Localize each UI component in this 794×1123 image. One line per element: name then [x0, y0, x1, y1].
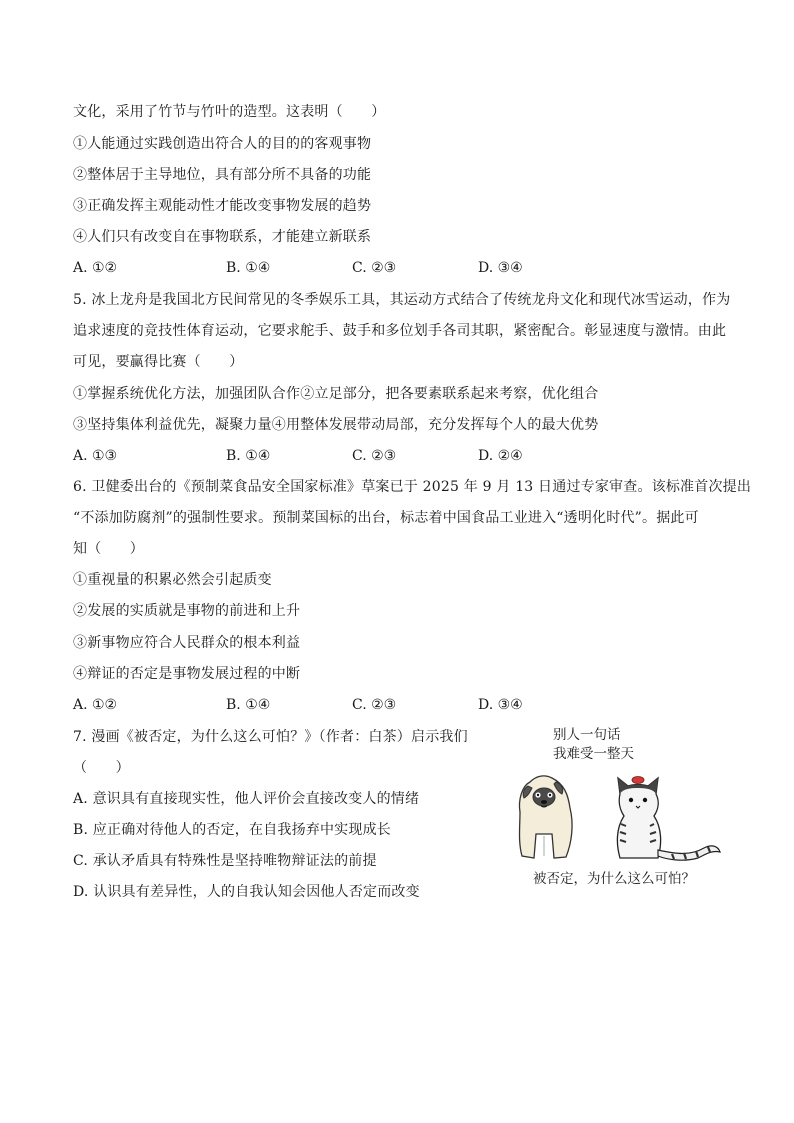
q4-statement-1: ①人能通过实践创造出符合人的目的的客观事物 — [73, 136, 372, 152]
q6-statement-2: ②发展的实质就是事物的前进和上升 — [73, 603, 301, 619]
q7-option-a[interactable]: A. 意识具有直接现实性，他人评价会直接改变人的情绪 — [73, 791, 420, 807]
q5-statement-1: ①掌握系统优化方法，加强团队合作②立足部分，把各要素联系起来考察，优化组合 — [73, 386, 599, 402]
q7-stem-line-1: 7. 漫画《被否定，为什么这么可怕？》（作者：白茶）启示我们 — [73, 729, 468, 745]
q5-option-c[interactable]: C. ②③ — [352, 448, 397, 464]
comic-caption: 被否定，为什么这么可怕？ — [533, 871, 695, 887]
q7-option-c[interactable]: C. 承认矛盾具有特殊性是坚持唯物辩证法的前提 — [73, 853, 377, 869]
q4-option-d[interactable]: D. ③④ — [478, 260, 523, 276]
q6-option-c[interactable]: C. ②③ — [352, 697, 397, 713]
q6-option-a[interactable]: A. ①② — [73, 697, 118, 713]
q4-statement-2: ②整体居于主导地位，具有部分所不具备的功能 — [73, 167, 372, 183]
q6-statement-1: ①重视量的积累必然会引起质变 — [73, 572, 272, 588]
q7-stem-line-2: （ ） — [73, 760, 130, 776]
comic-speech-line-1: 别人一句话 — [553, 727, 621, 743]
q5-stem-line-1: 5. 冰上龙舟是我国北方民间常见的冬季娱乐工具，其运动方式结合了传统龙舟文化和现代冰雪运动，作为 — [73, 292, 731, 308]
q7-option-b[interactable]: B. 应正确对待他人的否定，在自我扬弃中实现成长 — [73, 822, 391, 838]
q7-option-d[interactable]: D. 认识具有差异性，人的自我认知会因他人否定而改变 — [73, 884, 420, 900]
q6-statement-3: ③新事物应符合人民群众的根本利益 — [73, 635, 301, 651]
q5-stem-line-2: 追求速度的竞技性体育运动，它要求舵手、鼓手和多位划手各司其职，紧密配合。彰显速度与激情。由此 — [73, 323, 727, 339]
q4-statement-3: ③正确发挥主观能动性才能改变事物发展的趋势 — [73, 198, 372, 214]
q6-option-d[interactable]: D. ③④ — [478, 697, 523, 713]
q6-option-b[interactable]: B. ①④ — [226, 697, 271, 713]
q5-option-a[interactable]: A. ①③ — [73, 448, 118, 464]
q4-statement-4: ④人们只有改变自在事物联系，才能建立新联系 — [73, 229, 372, 245]
cat-illustration — [617, 777, 720, 861]
q5-stem-line-3: 可见，要赢得比赛（ ） — [73, 354, 244, 370]
q6-stem-line-3: 知（ ） — [73, 541, 144, 557]
q4-option-a[interactable]: A. ①② — [73, 260, 118, 276]
q5-option-b[interactable]: B. ①④ — [226, 448, 271, 464]
q4-stem-tail: 文化，采用了竹节与竹叶的造型。这表明（ ） — [73, 104, 386, 120]
q6-stem-line-1: 6. 卫健委出台的《预制菜食品安全国家标准》草案已于 2025 年 9 月 13 日通过专家审查。该标准首次提出 — [73, 479, 752, 495]
pug-dog-illustration — [519, 776, 572, 858]
comic-speech-line-2: 我难受一整天 — [553, 746, 634, 762]
q6-statement-4: ④辩证的否定是事物发展过程的中断 — [73, 666, 301, 682]
q4-option-b[interactable]: B. ①④ — [226, 260, 271, 276]
q4-option-c[interactable]: C. ②③ — [352, 260, 397, 276]
q5-statement-2: ③坚持集体利益优先，凝聚力量④用整体发展带动局部，充分发挥每个人的最大优势 — [73, 417, 599, 433]
q5-option-d[interactable]: D. ②④ — [478, 448, 523, 464]
comic-illustration — [508, 764, 728, 864]
q6-stem-line-2: “不添加防腐剂”的强制性要求。预制菜国标的出台，标志着中国食品工业进入“透明化时代”。据此可 — [73, 510, 699, 526]
